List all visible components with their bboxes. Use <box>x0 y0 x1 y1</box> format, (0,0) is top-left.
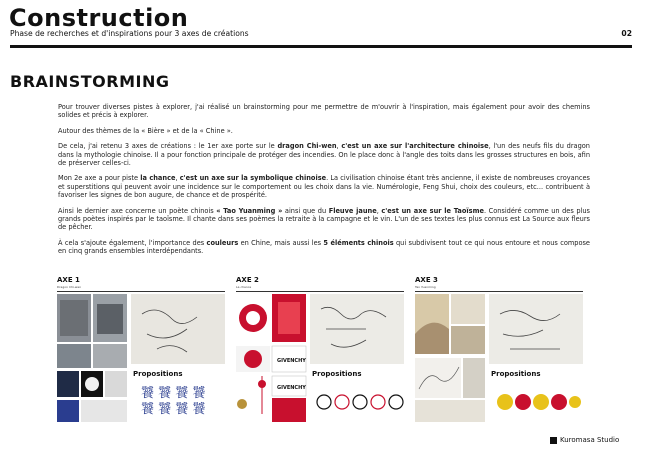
axe-2-subtitle: La chance <box>236 285 252 289</box>
axe-2-divider <box>236 291 404 292</box>
page-title: Construction <box>9 4 189 32</box>
body-text <box>58 103 590 263</box>
paragraph-intro: Pour trouver diverses pistes à explorer, j'ai réalisé un brainstorming pour me permettre de m'ouvrir à l'inspiration, mais également pour avoir des chemins solides et précis à explorer. <box>58 103 590 120</box>
paragraph-themes: Autour des thèmes de la « Bière » et de la « Chine ». <box>58 126 233 135</box>
axe-2-moodboard <box>236 294 406 426</box>
axe-1-panel <box>57 276 227 426</box>
axe-3-panel <box>415 276 585 426</box>
axe-1-title: AXE 1 <box>57 276 80 284</box>
axe-2-panel <box>236 276 406 426</box>
axe-3-title: AXE 3 <box>415 276 438 284</box>
page-subtitle: Phase de recherches et d'inspirations pour 3 axes de créations <box>10 29 249 38</box>
axe-3-subtitle: Tao Yuanming <box>415 285 436 289</box>
studio-name: Kuromasa Studio <box>560 436 620 444</box>
axe-3-moodboard <box>415 294 585 426</box>
svg-text:Propositions: Propositions <box>491 370 541 378</box>
svg-text:Propositions: Propositions <box>312 370 362 378</box>
axe-3-divider <box>415 291 583 292</box>
svg-text:GIVENCHY: GIVENCHY <box>277 358 306 364</box>
studio-logo-icon <box>550 437 557 444</box>
axe-1-moodboard <box>57 294 227 426</box>
axe-1-subtitle: Dragon Chi-wen <box>57 285 82 289</box>
paragraph-axe1: De cela, j'ai retenu 3 axes de créations : le 1er axe porte sur le dragon Chi-wen, c'est un axe sur l'architecture chinoise, l'un des neufs fils du dragon dans la mythologie chinoise. Il a pour fonction principale de protéger des incendies. On le place donc à l'angle des toits dans les grosses structures en bois, afin de préserver celles-ci. <box>58 142 590 168</box>
svg-text:饕 饕 饕 饕: 饕 饕 饕 饕 <box>141 386 206 401</box>
paragraph-axe2: Mon 2e axe a pour piste la chance, c'est un axe sur la symbolique chinoise. La civilisation chinoise étant très ancienne, il existe de nombreuses croyances et superstitions qui peuvent avoir une incidence sur le comportement ou les choix dans la vie. Numérologie, Feng Shui, choix des couleurs, etc... contribuent à favoriser les signes de bon augure, de chance et de prospérité. <box>58 174 590 200</box>
svg-text:GIVENCHY: GIVENCHY <box>277 385 306 391</box>
section-title: BRAINSTORMING <box>10 72 170 91</box>
axe-1-divider <box>57 291 225 292</box>
paragraph-colors: À cela s'ajoute également, l'importance des couleurs en Chine, mais aussi les 5 éléments chinois qui subdivisent tout ce qui nous entoure et nous compose en cinq grands ensembles interdépendants. <box>58 238 590 256</box>
svg-text:Propositions: Propositions <box>133 370 183 378</box>
svg-text:饕 饕 饕 饕: 饕 饕 饕 饕 <box>141 402 206 417</box>
axe-2-title: AXE 2 <box>236 276 259 284</box>
page-number: 02 <box>621 29 632 38</box>
paragraph-axe3: Ainsi le dernier axe concerne un poète chinois « Tao Yuanming » ainsi que du Fleuve jaune, c'est un axe sur le Taoïsme. Considéré comme un des plus grands poètes inspirés par le taoïsme. Il chante dans ses poèmes la retraite à la campagne et le vin. L'un de ses textes les plus connus est La Source aux fleurs de pêcher. <box>58 206 590 232</box>
header-divider <box>10 45 632 48</box>
